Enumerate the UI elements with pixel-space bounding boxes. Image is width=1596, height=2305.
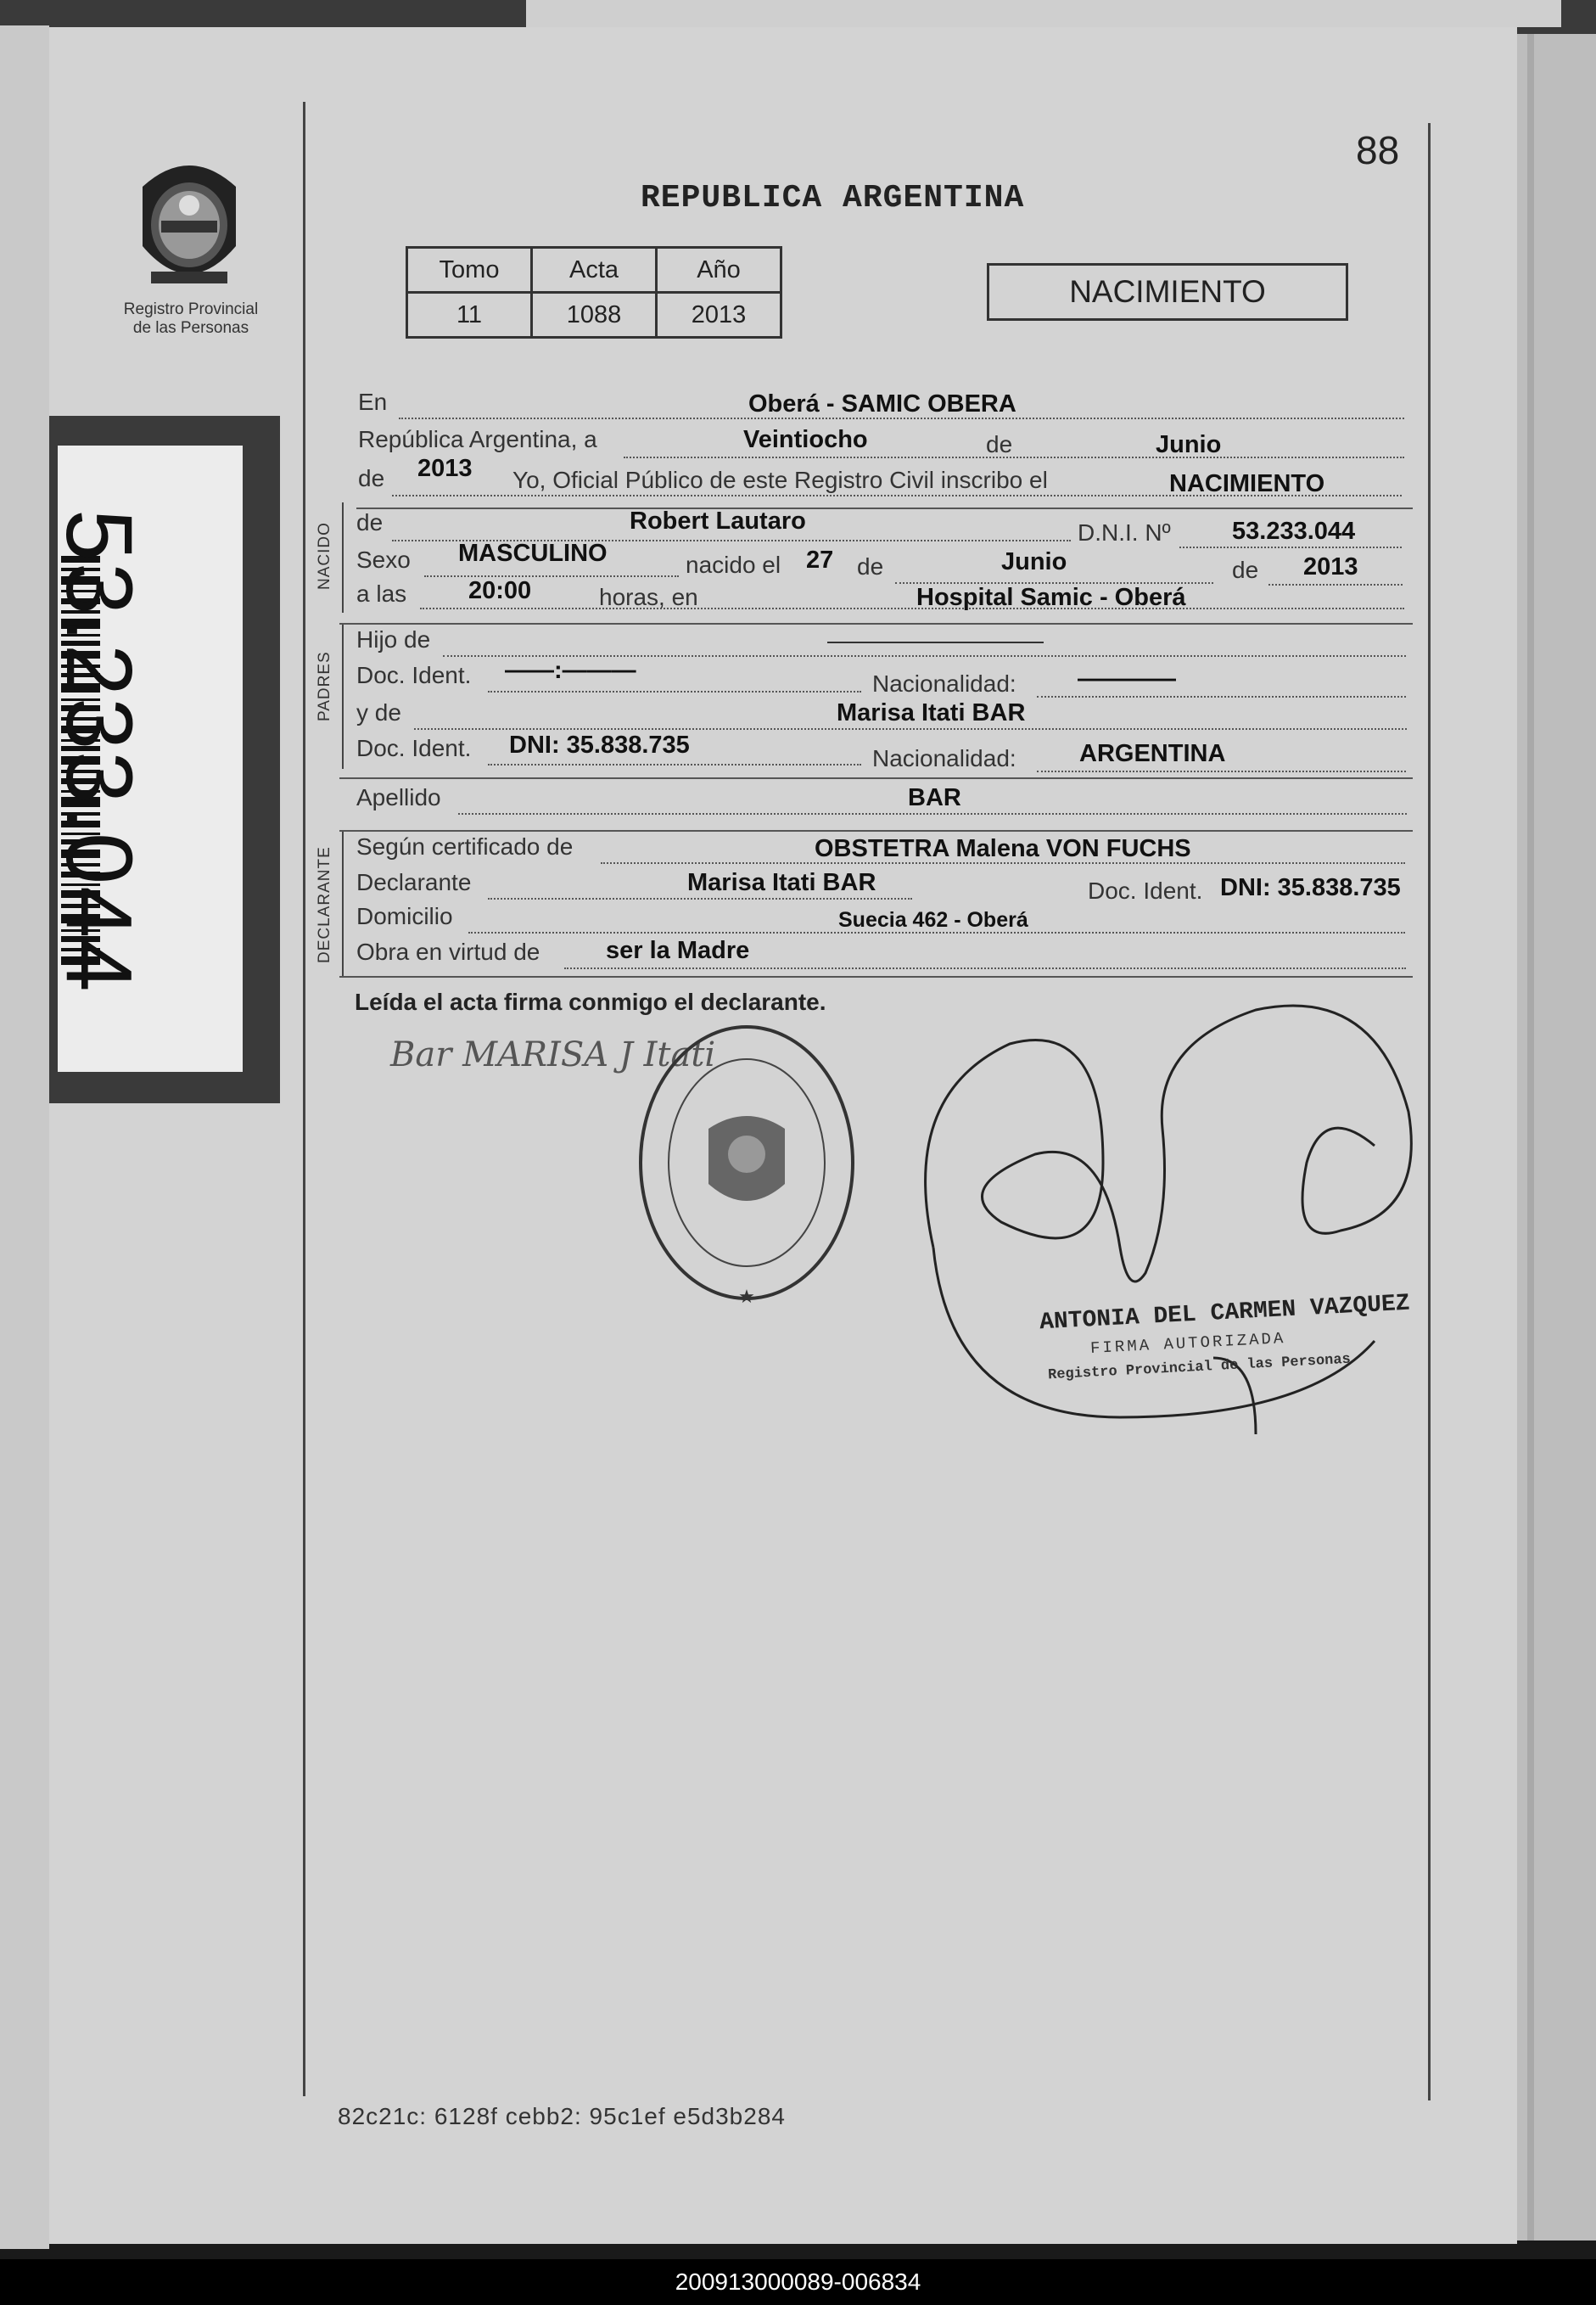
birth-month-value: Junio [1001, 548, 1067, 575]
sexo-value: MASCULINO [458, 540, 608, 567]
document-hash: 82c21c: 6128f cebb2: 95c1ef e5d3b284 [338, 2103, 786, 2129]
doc-ident-label-2: Doc. Ident. [356, 735, 472, 761]
birth-place-value: Hospital Samic - Oberá [916, 584, 1186, 611]
domicilio-label: Domicilio [356, 903, 453, 929]
year-value: 2013 [417, 455, 473, 482]
declarante-doc-label: Doc. Ident. [1088, 878, 1203, 904]
a-las-label: a las [356, 580, 407, 607]
provincial-coat-of-arms-icon [126, 153, 253, 297]
nacionalidad-label-2: Nacionalidad: [872, 745, 1016, 771]
month-value: Junio [1156, 431, 1222, 458]
father-blank-line [827, 642, 1044, 643]
en-label: En [358, 389, 388, 415]
declarante-doc-value: DNI: 35.838.735 [1220, 874, 1401, 901]
birth-de-label: de [857, 553, 884, 580]
father-nationality-value: ———— [1078, 665, 1176, 693]
place-value: Oberá - SAMIC OBERA [748, 390, 1016, 418]
previous-page-edge [0, 25, 49, 2249]
apellido-label: Apellido [356, 784, 441, 810]
nacido-el-label: nacido el [686, 552, 781, 578]
signer-role: FIRMA AUTORIZADA [1089, 1328, 1286, 1359]
nacionalidad-label-1: Nacionalidad: [872, 670, 1016, 697]
barcode-dni-number: 53.233.044 [47, 509, 151, 994]
left-margin-line [303, 102, 305, 2096]
kind-value: NACIMIENTO [1169, 470, 1325, 497]
declarante-section-label: DECLARANTE [316, 846, 333, 963]
svg-text:★: ★ [738, 1286, 755, 1307]
table-value-anio: 2013 [657, 293, 781, 338]
birth-year-value: 2013 [1303, 553, 1358, 580]
apellido-value: BAR [908, 784, 961, 811]
signer-org: Registro Provincial de las Personas [1047, 1351, 1352, 1384]
segun-label: Según certificado de [356, 833, 574, 860]
oficial-text: Yo, Oficial Público de este Registro Civil inscribo el [512, 467, 1048, 493]
official-signature-icon [899, 993, 1442, 1460]
page-number: 88 [1356, 128, 1400, 172]
dni-label: D.N.I. Nº [1078, 519, 1171, 546]
mother-nationality-value: ARGENTINA [1079, 740, 1226, 767]
doc-ident-label-1: Doc. Ident. [356, 662, 472, 688]
declarante-value: Marisa Itati BAR [687, 869, 876, 896]
hijo-de-label: Hijo de [356, 626, 431, 653]
record-number-table [406, 246, 782, 339]
child-name-value: Robert Lautaro [630, 508, 806, 535]
closing-statement: Leída el acta firma conmigo el declarante. [355, 989, 826, 1015]
day-words-value: Veintiocho [743, 426, 868, 453]
birth-day-value: 27 [806, 547, 834, 574]
padres-section-label: PADRES [316, 651, 333, 721]
de-label: de [986, 431, 1013, 457]
registry-caption: Registro Provincial de las Personas [123, 300, 259, 337]
table-header-acta: Acta [532, 248, 657, 293]
birth-de-label-2: de [1232, 557, 1259, 583]
declarant-handwritten-signature: Bar MARISA J Itati [390, 1035, 716, 1074]
table-header-tomo: Tomo [407, 248, 532, 293]
sexo-label: Sexo [356, 547, 411, 573]
birth-time-value: 20:00 [468, 577, 532, 604]
certificate-value: OBSTETRA Malena VON FUCHS [815, 835, 1191, 862]
official-stamp-icon [628, 1001, 865, 1324]
domicilio-value: Suecia 462 - Oberá [838, 908, 1028, 932]
horas-label: horas, en [599, 584, 698, 610]
nacido-section-label: NACIDO [316, 522, 333, 590]
table-value-acta: 1088 [532, 293, 657, 338]
father-doc-value: ——:——— [505, 657, 636, 684]
declarante-label: Declarante [356, 869, 472, 895]
republica-label: República Argentina, a [358, 426, 597, 452]
child-dni-value: 53.233.044 [1232, 518, 1356, 545]
document-title: REPUBLICA ARGENTINA [641, 180, 1025, 216]
footer-id: 200913000089-006834 [0, 2259, 1596, 2305]
table-header-anio: Año [657, 248, 781, 293]
mother-doc-value: DNI: 35.838.735 [509, 732, 690, 759]
nacido-de-label: de [356, 509, 384, 536]
signer-name: ANTONIA DEL CARMEN VAZQUEZ [1039, 1290, 1411, 1337]
mother-name-value: Marisa Itati BAR [837, 699, 1026, 726]
record-kind-box: NACIMIENTO [987, 263, 1348, 321]
table-value-tomo: 11 [407, 293, 532, 338]
obra-label: Obra en virtud de [356, 939, 540, 965]
obra-value: ser la Madre [606, 937, 750, 964]
y-de-label: y de [356, 699, 401, 726]
de-label-2: de [358, 465, 385, 491]
